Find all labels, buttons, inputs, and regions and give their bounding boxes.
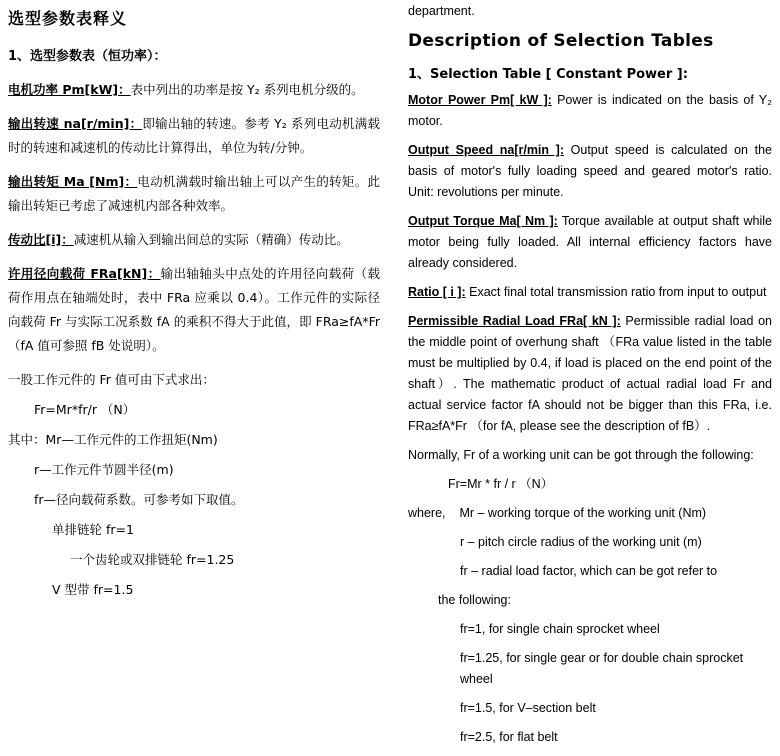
right-column-english [408,0,772,756]
formula-intro-chinese: 一股工作元件的 Fr 值可由下式求出： [8,372,215,387]
entry-motor-power [8,78,380,102]
section-heading-chinese: 1、选型参数表（恒功率）： [8,49,167,64]
en-entry-ratio [408,282,772,303]
en-entry-output-torque [408,211,772,274]
where-label-english: where, [408,506,446,520]
en-where-item-mr: Mr – working torque of the working unit (Nm) [459,506,707,520]
fr-value-chain: 单排链轮 fr=1 [52,522,134,537]
where-label-chinese: 其中： [8,432,46,447]
en-fr-value-gear: fr=1.25, for single gear or for double chain sprocket wheel [460,651,744,686]
en-where-item-r: r – pitch circle radius of the working unit (m) [460,535,702,549]
page-title-chinese: 选型参数表释义 [8,9,128,28]
en-entry-text-motor-power: Power is indicated on the basis of Y₂ motor. [408,93,772,128]
entry-text-ratio: 减速机从输入到输出间总的实际（精确）传动比。 [73,232,349,247]
where-tail-english: the following: [438,593,511,607]
where-item-r: r—工作元件节圆半径(m) [34,462,174,477]
normally-text-english: Normally, Fr of a working unit can be got through the following: [408,448,754,462]
en-entry-label-motor-power: Motor Power Pm[ kW ]: [408,93,552,107]
fr-value-vbelt: V 型带 fr=1.5 [52,582,134,597]
where-line-english [408,503,772,524]
en-entry-motor-power [408,90,772,132]
en-entry-radial-load [408,311,772,437]
entry-label-motor-power: 电机功率 Pm[kW]： [8,82,131,97]
en-entry-label-output-speed: Output Speed na[r/min ]: [408,143,565,157]
fr-value-gear: 一个齿轮或双排链轮 fr=1.25 [70,552,235,567]
entry-label-radial-load: 许用径向载荷 FRa[kN]： [8,266,161,281]
formula-chinese: Fr=Mr*fr/r （N） [34,402,136,417]
en-entry-text-ratio: Exact final total transmission ratio from input to output [469,285,767,299]
entry-text-radial-load: 输出轴轴头中点处的许用径向载荷（载荷作用点在轴端处时，表中 FRa 应乘以 0.4）。工作元件的实际径向载荷 Fr 与实际工况系数 fA 的乘积不得大于此值，即 FRa≥fA*Fr（fA 值可参照 fB 处说明）。 [8,266,380,353]
where-item-mr: Mr—工作元件的工作扭矩(Nm) [45,432,218,447]
entry-text-motor-power: 表中列出的功率是按 Y₂ 系列电机分级的。 [130,82,364,97]
entry-output-speed [8,112,380,160]
section-heading-english: 1、Selection Table [ Constant Power ]: [408,67,688,82]
en-where-item-fr: fr – radial load factor, which can be got refer to [460,564,718,578]
left-column-chinese [8,0,380,608]
page-title-english: Description of Selection Tables [408,31,714,51]
entry-output-torque [8,170,380,218]
en-entry-label-radial-load: Permissible Radial Load FRa[ kN ]: [408,314,621,328]
top-fragment-english: department. [408,4,475,18]
entry-radial-load [8,262,380,358]
entry-label-output-torque: 输出转矩 Ma [Nm]： [8,174,138,189]
en-entry-output-speed [408,140,772,203]
en-fr-value-flatbelt: fr=2.5, for flat belt [460,730,558,744]
en-fr-value-chain: fr=1, for single chain sprocket wheel [460,622,660,636]
formula-english: Fr=Mr * fr / r （N） [448,477,554,491]
entry-label-ratio: 传动比[i]： [8,232,74,247]
entry-text-output-torque: 电动机满载时输出轴上可以产生的转矩。此输出转矩已考虑了减速机内部各种效率。 [8,174,380,213]
entry-text-output-speed: 即输出轴的转速。参考 Y₂ 系列电动机满载时的转速和减速机的传动比计算得出，单位为转/分钟。 [8,116,380,155]
en-entry-label-output-torque: Output Torque Ma[ Nm ]: [408,214,558,228]
where-line-chinese [8,428,380,452]
en-entry-text-output-torque: Torque available at output shaft while motor being fully loaded. All internal efficiency factors have already considered. [408,214,772,270]
entry-ratio [8,228,380,252]
en-entry-text-radial-load: Permissible radial load on the middle point of overhung shaft （FRa value listed in the table must be multiplied by 0.4, if load is placed on the end point of the shaft）. The mathematic product of actual radial load Fr and actual service factor fA should not be bigger than this FRa, i.e. FRa≥fA*Fr （for fA, please see the description of fB）. [408,314,772,433]
en-entry-text-output-speed: Output speed is calculated on the basis of motor's fully loading speed and geared motor's ratio. Unit: revolutions per minute. [408,143,772,199]
en-entry-label-ratio: Ratio [ i ]: [408,285,466,299]
entry-label-output-speed: 输出转速 na[r/min]： [8,116,143,131]
en-fr-value-vbelt: fr=1.5, for V–section belt [460,701,596,715]
where-item-fr: fr—径向载荷系数。可参考如下取值。 [34,492,244,507]
